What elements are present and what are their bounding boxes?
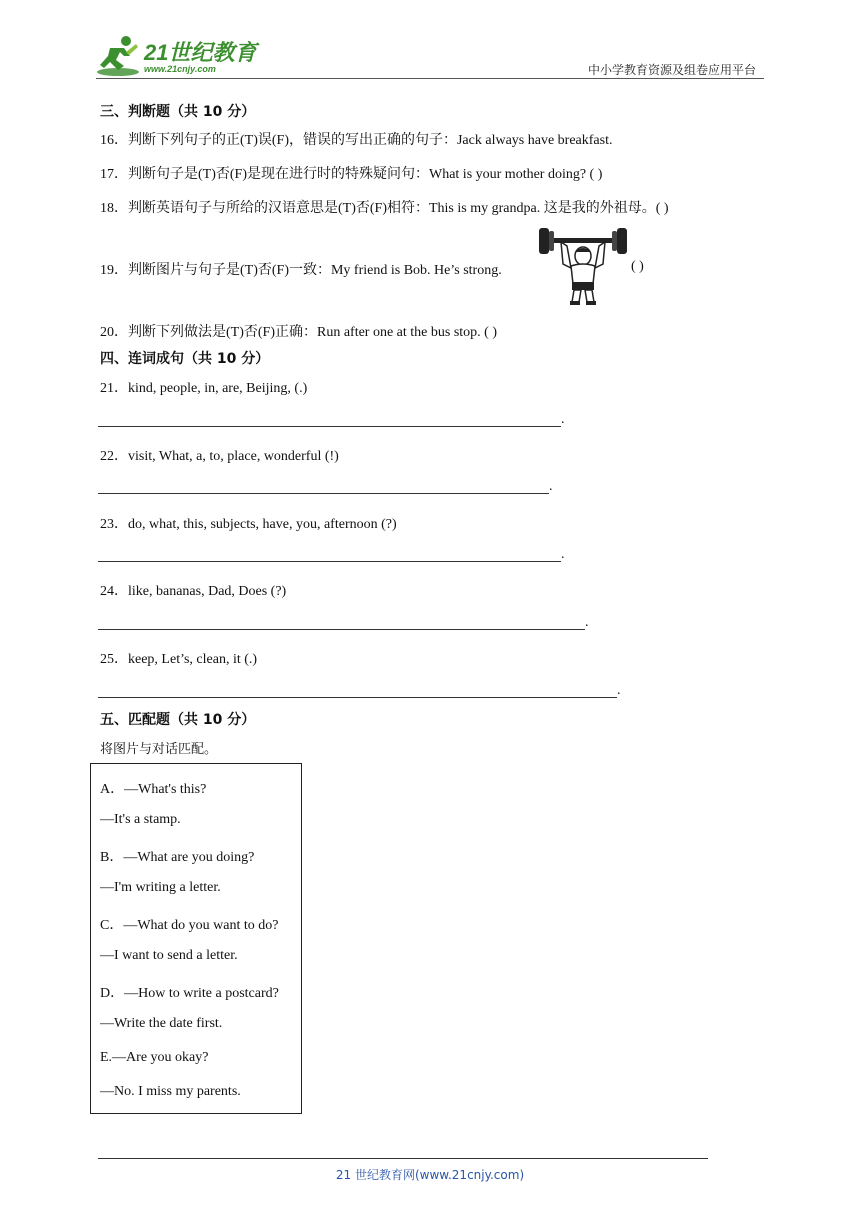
matching-instruction: 将图片与对话匹配。: [100, 742, 218, 757]
answer-line-24[interactable]: [98, 629, 585, 630]
answer-period-24: .: [585, 615, 589, 630]
dialogue-line: —No. I miss my parents.: [100, 1084, 241, 1099]
dialogue-line: —It's a stamp.: [100, 812, 181, 827]
answer-period-25: .: [617, 683, 621, 698]
footer-text[interactable]: 21 世纪教育网(www.21cnjy.com): [335, 1168, 525, 1182]
dialogue-line: A．—What's this?: [100, 782, 207, 797]
dialogue-line: —I'm writing a letter.: [100, 880, 221, 895]
answer-period-21: .: [561, 412, 565, 427]
question-17: 17．判断句子是(T)否(F)是现在进行时的特殊疑问句：What is your mother doing? ( ): [100, 167, 603, 182]
answer-line-25[interactable]: [98, 697, 617, 698]
matching-dialogue-box: [90, 763, 302, 1114]
header-divider: [96, 78, 764, 79]
question-22: 22．visit, What, a, to, place, wonderful (!): [100, 449, 339, 464]
runner-logo-icon: [96, 34, 142, 78]
dialogue-line: B．—What are you doing?: [100, 850, 255, 865]
answer-period-23: .: [561, 547, 565, 562]
question-24: 24．like, bananas, Dad, Does (?): [100, 584, 287, 599]
question-19-answer-paren: ( ): [631, 259, 644, 274]
site-logo: [96, 34, 266, 80]
dialogue-line: —I want to send a letter.: [100, 948, 238, 963]
question-20: 20．判断下列做法是(T)否(F)正确：Run after one at the bus stop. ( ): [100, 325, 497, 340]
answer-line-23[interactable]: [98, 561, 561, 562]
question-18: 18．判断英语句子与所给的汉语意思是(T)否(F)相符：This is my grandpa. 这是我的外祖母。( ): [100, 201, 669, 216]
dialogue-line: D．—How to write a postcard?: [100, 986, 279, 1001]
section-5-title: 五、匹配题（共 10 分）: [100, 712, 256, 728]
section-4-title: 四、连词成句（共 10 分）: [100, 351, 270, 367]
question-16: 16．判断下列句子的正(T)误(F)，错误的写出正确的句子：Jack always have breakfast.: [100, 133, 613, 148]
question-21: 21．kind, people, in, are, Beijing, (.): [100, 381, 308, 396]
logo-wordmark: 21世纪教育: [144, 40, 257, 65]
weightlifter-image: [537, 224, 629, 308]
question-23: 23．do, what, this, subjects, have, you, afternoon (?): [100, 517, 397, 532]
section-3-title: 三、判断题（共 10 分）: [100, 104, 256, 120]
footer-divider: [98, 1158, 708, 1159]
question-25: 25．keep, Let’s, clean, it (.): [100, 652, 258, 667]
question-19: 19．判断图片与句子是(T)否(F)一致：My friend is Bob. He’s strong.: [100, 263, 502, 278]
dialogue-line: E.—Are you okay?: [100, 1050, 209, 1065]
answer-line-22[interactable]: [98, 493, 549, 494]
dialogue-line: —Write the date first.: [100, 1016, 223, 1031]
answer-period-22: .: [549, 479, 553, 494]
platform-name: 中小学教育资源及组卷应用平台: [587, 63, 756, 77]
logo-url: www.21cnjy.com: [144, 64, 216, 74]
answer-line-21[interactable]: [98, 426, 561, 427]
dialogue-line: C．—What do you want to do?: [100, 918, 279, 933]
